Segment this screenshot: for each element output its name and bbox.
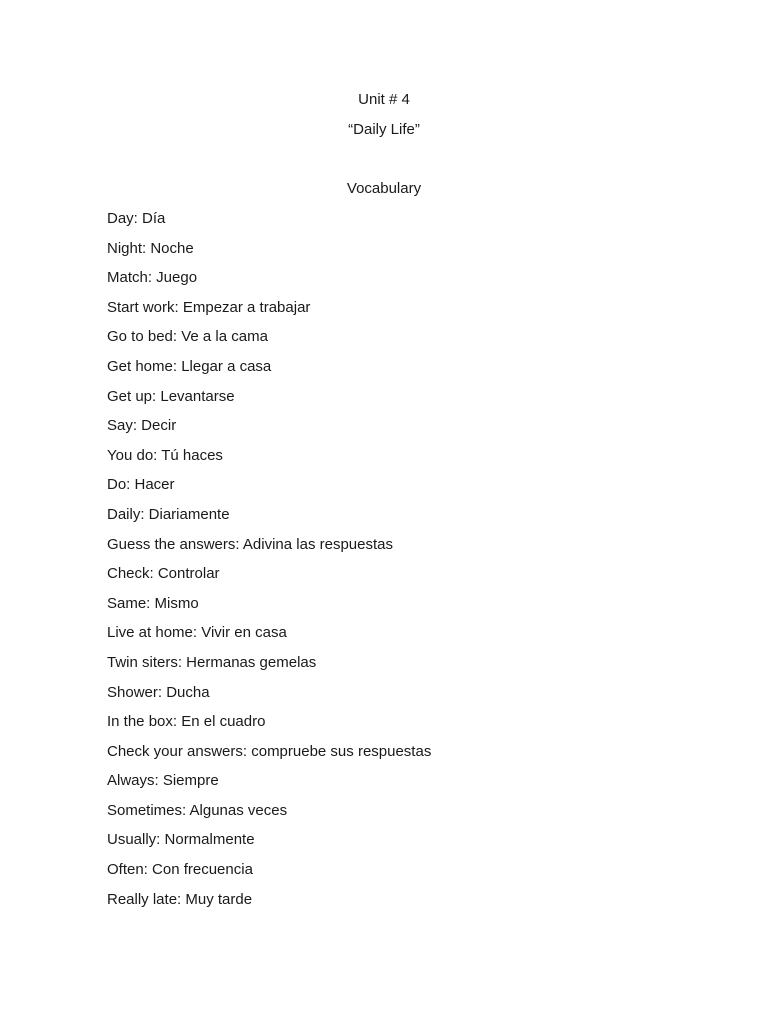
vocab-item: Daily: Diariamente (107, 505, 230, 523)
vocabulary-list (107, 210, 667, 920)
vocab-item: Same: Mismo (107, 594, 199, 612)
vocab-item: Match: Juego (107, 269, 198, 287)
vocab-item: Live at home: Vivir en casa (107, 624, 287, 642)
vocab-item: Guess the answers: Adivina las respuestas (107, 535, 393, 553)
vocab-item: Usually: Normalmente (107, 831, 255, 849)
vocab-item: Do: Hacer (107, 476, 175, 494)
vocab-item: Check: Controlar (107, 565, 220, 583)
unit-subtitle: “Daily Life” (348, 121, 420, 138)
vocab-item: Shower: Ducha (107, 683, 210, 701)
vocab-item: Check your answers: compruebe sus respuestas (107, 742, 432, 760)
vocab-item: In the box: En el cuadro (107, 713, 266, 731)
vocab-item: Often: Con frecuencia (107, 861, 253, 879)
vocab-item: Sometimes: Algunas veces (107, 801, 288, 819)
vocab-item: Night: Noche (107, 239, 194, 257)
unit-title: Unit # 4 (358, 91, 410, 108)
vocab-item: Say: Decir (107, 417, 177, 435)
vocab-item: Start work: Empezar a trabajar (107, 298, 311, 316)
vocab-item: Really late: Muy tarde (107, 890, 253, 908)
vocab-item: Always: Siempre (107, 772, 219, 790)
vocab-item: Twin siters: Hermanas gemelas (107, 653, 317, 671)
vocab-item: You do: Tú haces (107, 446, 223, 464)
vocab-item: Go to bed: Ve a la cama (107, 328, 268, 346)
vocab-item: Day: Día (107, 210, 166, 227)
vocab-item: Get up: Levantarse (107, 387, 235, 405)
vocabulary-heading: Vocabulary (346, 180, 422, 197)
vocab-item: Get home: Llegar a casa (107, 357, 272, 375)
